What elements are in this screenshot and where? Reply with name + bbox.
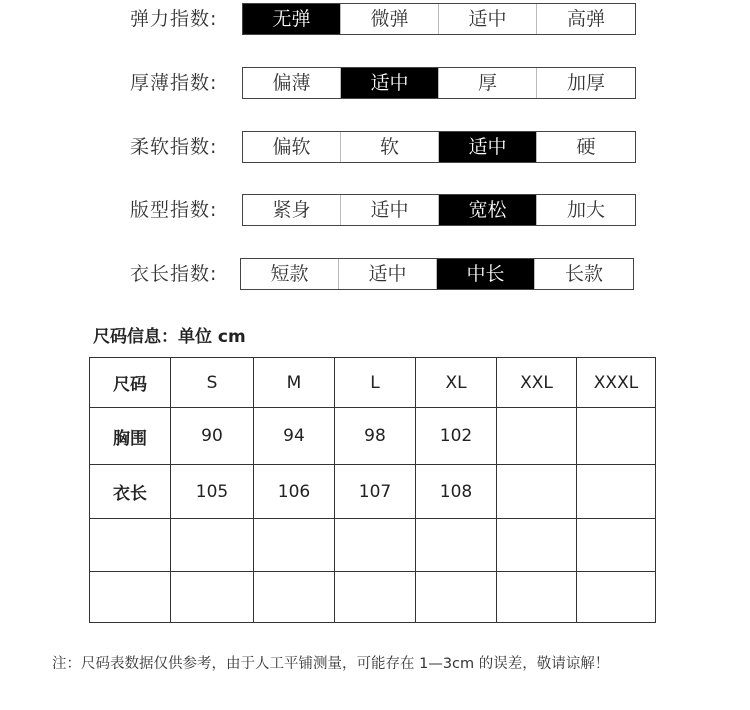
header-cell: L xyxy=(335,358,416,408)
fit-scale xyxy=(242,194,636,226)
scale-option: 适中 xyxy=(439,4,537,34)
header-cell: XXXL xyxy=(577,358,656,408)
table-cell xyxy=(171,572,254,623)
table-row xyxy=(90,408,656,465)
fit-index-row xyxy=(0,194,750,226)
elasticity-index-row xyxy=(0,3,750,35)
scale-option: 硬 xyxy=(576,136,596,158)
header-cell: M xyxy=(254,358,335,408)
table-cell: 94 xyxy=(254,408,335,465)
elasticity-index-label: 弹力指数: xyxy=(130,8,218,30)
table-cell xyxy=(416,572,497,623)
table-cell xyxy=(416,519,497,572)
scale-option: 长款 xyxy=(564,263,603,285)
table-cell xyxy=(497,408,577,465)
scale-option: 无弹 xyxy=(243,4,341,34)
table-cell: 102 xyxy=(416,408,497,465)
scale-option: 加大 xyxy=(566,199,605,221)
table-row xyxy=(90,519,656,572)
header-cell: S xyxy=(171,358,254,408)
table-cell xyxy=(497,465,577,519)
header-cell: XXL xyxy=(497,358,577,408)
table-cell: 105 xyxy=(171,465,254,519)
size-info-title: 尺码信息：单位 cm xyxy=(93,327,246,347)
thickness-scale xyxy=(242,67,636,99)
table-cell: 衣长 xyxy=(90,465,171,519)
size-table xyxy=(89,357,656,623)
table-cell xyxy=(90,572,171,623)
table-cell xyxy=(577,408,656,465)
table-cell xyxy=(497,519,577,572)
table-cell xyxy=(577,572,656,623)
table-cell xyxy=(171,519,254,572)
scale-option: 宽松 xyxy=(439,195,537,225)
scale-option: 短款 xyxy=(241,259,339,289)
scale-option: 偏软 xyxy=(243,132,341,162)
table-cell xyxy=(577,519,656,572)
table-cell: 98 xyxy=(335,408,416,465)
scale-option: 适中 xyxy=(341,195,439,225)
table-cell xyxy=(90,519,171,572)
table-cell xyxy=(335,519,416,572)
thickness-index-label: 厚薄指数: xyxy=(130,72,218,94)
table-cell: 107 xyxy=(335,465,416,519)
scale-option: 厚 xyxy=(439,68,537,98)
table-row xyxy=(90,572,656,623)
table-cell xyxy=(254,519,335,572)
scale-option: 中长 xyxy=(437,259,535,289)
scale-option: 软 xyxy=(341,132,439,162)
scale-option: 适中 xyxy=(439,132,537,162)
table-cell xyxy=(335,572,416,623)
table-row xyxy=(90,465,656,519)
fit-index-label: 版型指数: xyxy=(130,199,218,221)
scale-option: 偏薄 xyxy=(243,68,341,98)
thickness-index-row xyxy=(0,67,750,99)
table-cell: 90 xyxy=(171,408,254,465)
table-cell xyxy=(497,572,577,623)
table-cell xyxy=(254,572,335,623)
table-cell xyxy=(577,465,656,519)
scale-option: 适中 xyxy=(339,259,437,289)
elasticity-scale xyxy=(242,3,636,35)
length-index-row xyxy=(0,258,750,290)
table-cell: 108 xyxy=(416,465,497,519)
header-cell: XL xyxy=(416,358,497,408)
length-index-label: 衣长指数: xyxy=(130,263,218,285)
table-cell: 胸围 xyxy=(90,408,171,465)
scale-option: 紧身 xyxy=(243,195,341,225)
disclaimer-note: 注：尺码表数据仅供参考，由于人工平铺测量，可能存在 1—3cm 的误差，敬请谅解！ xyxy=(52,656,610,672)
length-scale xyxy=(240,258,634,290)
scale-option: 高弹 xyxy=(566,8,605,30)
scale-option: 加厚 xyxy=(566,72,605,94)
softness-scale xyxy=(242,131,636,163)
table-header-row xyxy=(90,358,656,408)
scale-option: 微弹 xyxy=(341,4,439,34)
scale-option: 适中 xyxy=(341,68,439,98)
softness-index-label: 柔软指数: xyxy=(130,136,218,158)
header-cell: 尺码 xyxy=(90,358,171,408)
table-cell: 106 xyxy=(254,465,335,519)
softness-index-row xyxy=(0,131,750,163)
